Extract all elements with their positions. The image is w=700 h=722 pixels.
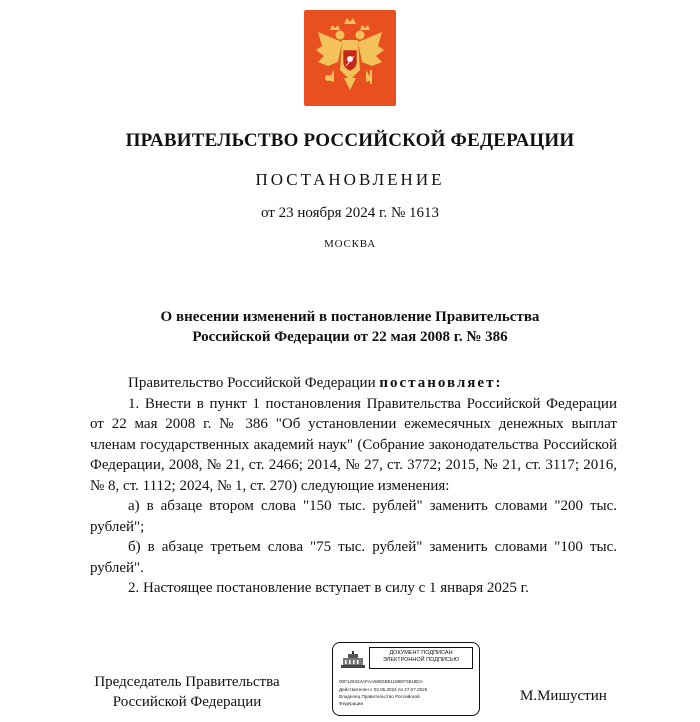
signature-heading (369, 647, 473, 669)
signer-name: М.Мишустин (520, 688, 607, 704)
title-line-1: О внесении изменений в постановление Правительства (160, 309, 540, 325)
preamble-verb: постановляет: (379, 375, 503, 391)
preamble-text: Правительство Российской Федерации (128, 375, 380, 391)
certificate-number: 00F129424AFAA56E5B51189EF5918DA (339, 679, 423, 684)
title-line-2: Российской Федерации от 22 мая 2008 г. № 386 (192, 329, 508, 345)
signature-heading-2: ЭЛЕКТРОННОЙ ПОДПИСЬЮ (382, 657, 460, 663)
government-heading: ПРАВИТЕЛЬСТВО РОССИЙСКОЙ ФЕДЕРАЦИИ (125, 130, 575, 151)
chair-line-2: Российской Федерации (112, 694, 262, 710)
chair-line-1: Председатель Правительства (94, 674, 280, 690)
signature-heading-1: ДОКУМЕНТ ПОДПИСАН (389, 650, 453, 656)
document-body (90, 373, 617, 599)
certificate-owner-1: Владелец Правительство Российской (339, 694, 420, 699)
paragraph-1: 1. Внести в пункт 1 постановления Правительства Российской Федерации от 22 мая 2008 г. № 386 "Об установлении ежемесячных денежных выплат членам государственных академий наук" (Собрание законодательства Российской Федерации, 2008, № 21, ст. 2466; 2014, № 27, ст. 3772; 2015, № 21, ст. 3117; 2016, № 8, ст. 1112; 2024, № 1, ст. 270) следующие изменения: (90, 395, 617, 494)
city: МОСКВА (324, 238, 376, 250)
coat-of-arms-icon (304, 10, 396, 106)
preamble (90, 373, 617, 394)
paragraph-2: 2. Настоящее постановление вступает в силу с 1 января 2025 г. (128, 580, 529, 596)
paragraph-1b: б) в абзаце третьем слова "75 тыс. рублей" заменить словами "100 тыс. рублей". (90, 539, 617, 576)
government-building-icon (339, 651, 367, 669)
paragraph-1a: а) в абзаце втором слова "150 тыс. рублей" заменить словами "200 тыс. рублей"; (90, 498, 617, 535)
electronic-signature-stamp (332, 642, 480, 716)
document-title (100, 307, 600, 347)
certificate-owner-2: Федерации (339, 701, 364, 706)
chairman-title (82, 672, 292, 712)
document-type: ПОСТАНОВЛЕНИЕ (255, 170, 445, 189)
certificate-validity: Действителен с 03.05.2024 по 27.07.2025 (339, 687, 428, 692)
date-and-number: от 23 ноября 2024 г. № 1613 (260, 205, 440, 221)
